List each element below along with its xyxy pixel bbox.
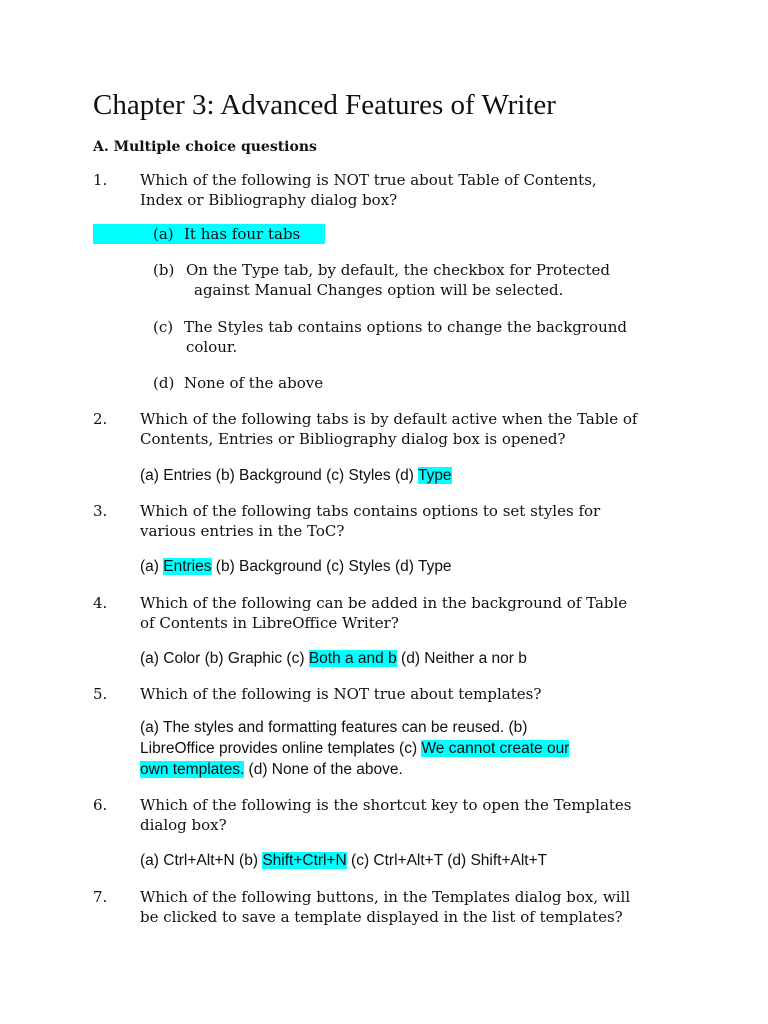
question-number: 1. [93,171,108,189]
question-number: 6. [93,796,108,814]
option-label: (a) [153,225,174,243]
option-text: It has four tabs [184,225,301,243]
question-number: 5. [93,685,108,703]
answer-options: (a) Ctrl+Alt+N (b) Shift+Ctrl+N (c) Ctrl+Alt+T (d) Shift+Alt+T [140,852,548,869]
question-number: 2. [93,410,108,428]
question-number: 7. [93,888,108,906]
answer-highlight: Entries [163,558,212,575]
question-text-line: Which of the following can be added in the background of Table [140,594,628,612]
answer-highlight: We cannot create our [421,740,570,757]
option-text-cont: against Manual Changes option will be selected. [194,281,564,299]
answer-highlight: Type [417,467,452,484]
option-text: None of the above [184,374,324,392]
answer-options: (a) Entries (b) Background (c) Styles (d) Type [140,467,452,484]
chapter-title: Chapter 3: Advanced Features of Writer [93,89,556,121]
option-label: (c) [153,318,174,336]
question-text-line: Which of the following is NOT true about templates? [140,685,542,703]
question-text-line: Index or Bibliography dialog box? [140,191,398,209]
question-text-line: Which of the following tabs contains options to set styles for [140,502,601,520]
answer-highlight: own templates. [140,761,245,778]
answer-options: (a) The styles and formatting features can be reused. (b) [140,719,528,736]
question-text-line: dialog box? [140,816,227,834]
answer-options: LibreOffice provides online templates (c) We cannot create our [140,740,570,757]
question-text-line: Which of the following is NOT true about Table of Contents, [140,171,597,189]
question-text-line: of Contents in LibreOffice Writer? [140,614,399,632]
question-text-line: Contents, Entries or Bibliography dialog box is opened? [140,430,566,448]
option-label: (b) [153,261,175,279]
question-text-line: various entries in the ToC? [140,522,345,540]
answer-highlight: Shift+Ctrl+N [262,852,347,869]
answer-highlight: Both a and b [308,650,397,667]
answer-options: (a) Color (b) Graphic (c) Both a and b (d) Neither a nor b [140,650,527,667]
option-text-cont: colour. [186,338,238,356]
question-text-line: Which of the following buttons, in the Templates dialog box, will [140,888,631,906]
answer-options: own templates. (d) None of the above. [140,761,403,778]
question-number: 4. [93,594,108,612]
section-heading: A. Multiple choice questions [93,139,317,155]
answer-options: (a) Entries (b) Background (c) Styles (d) Type [140,558,452,575]
option-text: On the Type tab, by default, the checkbox for Protected [186,261,610,279]
question-text-line: be clicked to save a template displayed in the list of templates? [140,908,623,926]
question-number: 3. [93,502,108,520]
question-text-line: Which of the following tabs is by default active when the Table of [140,410,638,428]
question-text-line: Which of the following is the shortcut key to open the Templates [140,796,632,814]
option-label: (d) [153,374,175,392]
option-text: The Styles tab contains options to change the background [184,318,628,336]
